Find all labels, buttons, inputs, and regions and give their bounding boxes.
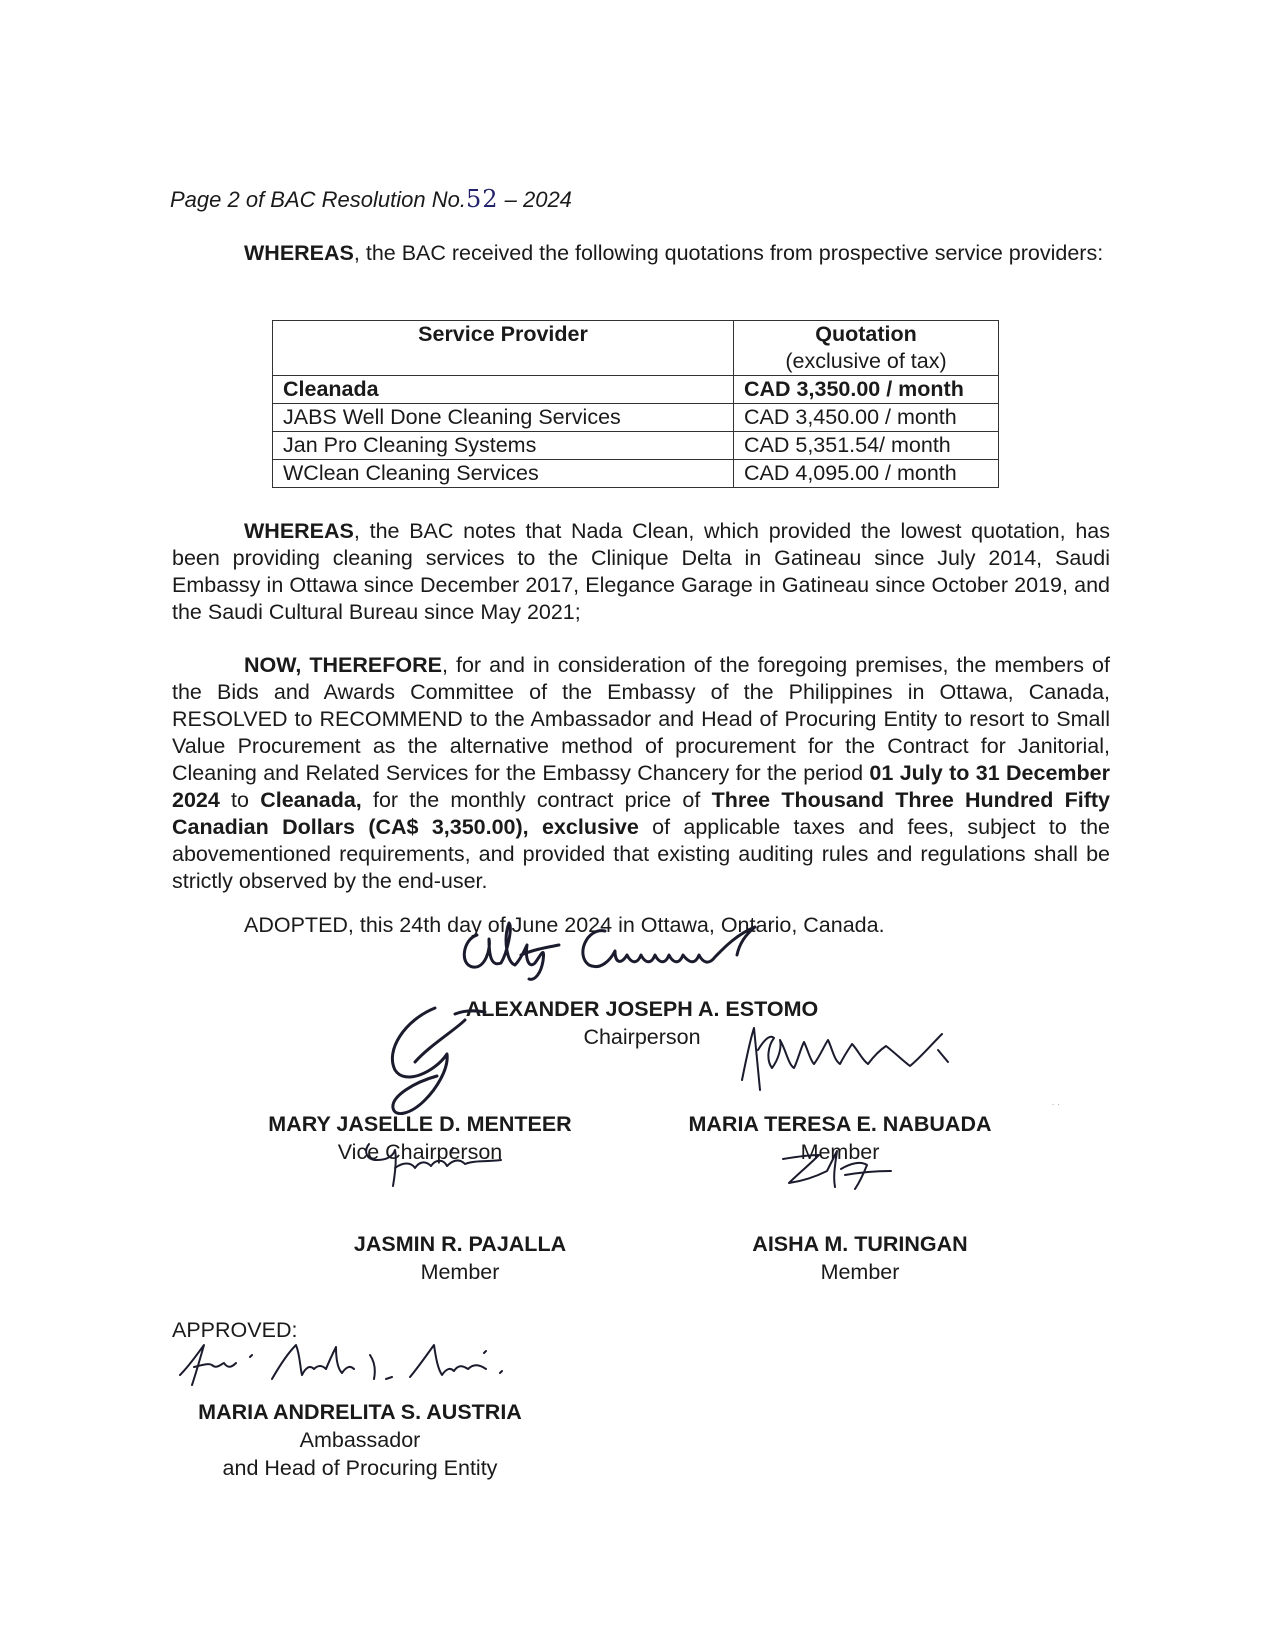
chair-signature [455, 915, 795, 985]
member2-signatory [290, 1230, 630, 1286]
table-row [273, 376, 999, 404]
quotation-cell: CAD 3,450.00 / month [734, 404, 999, 432]
para1-text: , the BAC received the following quotations from prospective service providers: [353, 241, 1104, 265]
table-header-row [273, 321, 999, 376]
whereas-quotations-paragraph [172, 240, 1110, 267]
para3-lead: NOW, THEREFORE [244, 653, 442, 677]
col-service-provider: Service Provider [273, 321, 734, 376]
vice-title: Vice Chairperson [337, 1140, 503, 1164]
scan-speck: . . [1051, 1097, 1060, 1108]
para2-text: , the BAC notes that Nada Clean, which provided the lowest quotation, has been providing cleaning services to the Clinique Delta in Gatineau since July 2014, Saudi Embassy in Ottawa since December 2017, Elegance Garage in Gatineau since October 2019, and the Saudi Cultural Bureau since May 2021; [172, 519, 1110, 624]
table-row [273, 404, 999, 432]
approver-name: MARIA ANDRELITA S. AUSTRIA [198, 1400, 522, 1424]
member3-title: Member [820, 1260, 900, 1284]
contract-period: 01 July to 31 December 2024 [172, 761, 1110, 812]
col-quotation [734, 321, 999, 376]
member2-name: JASMIN R. PAJALLA [353, 1232, 567, 1256]
para2-lead: WHEREAS [244, 519, 354, 543]
member2-signature [355, 1138, 515, 1198]
para1-lead: WHEREAS [244, 241, 354, 265]
contract-price: Three Thousand Three Hundred Fifty Canadian Dollars (CA$ 3,350.00), exclusive [172, 788, 1110, 839]
provider-cell: Jan Pro Cleaning Systems [273, 432, 734, 460]
page-header [170, 185, 572, 213]
para3-text-c: for the monthly contract price of [361, 788, 712, 812]
approver-signatory [170, 1398, 550, 1482]
quotation-cell: CAD 4,095.00 / month [734, 460, 999, 488]
page-label: Page 2 of BAC Resolution No. [170, 187, 466, 212]
col-quotation-sub: (exclusive of tax) [785, 349, 947, 373]
recommended-provider: Cleanada, [260, 788, 362, 812]
member2-title: Member [420, 1260, 500, 1284]
chair-name: ALEXANDER JOSEPH A. ESTOMO [465, 997, 819, 1021]
col-quotation-label: Quotation [815, 322, 917, 346]
chair-title: Chairperson [583, 1025, 701, 1049]
approver-title-2: and Head of Procuring Entity [222, 1456, 498, 1480]
table-row [273, 460, 999, 488]
member3-signature [775, 1145, 905, 1200]
member3-signatory [700, 1230, 1020, 1286]
table-row [273, 432, 999, 460]
para3-text-d: of applicable taxes and fees, subject to the abovementioned requirements, and provided that existing auditing rules and regulations shall be strictly observed by the end-user. [172, 815, 1110, 893]
para3-text-a: , for and in consideration of the foregoing premises, the members of the Bids and Awards Committee of the Embassy of the Philippines in Ottawa, Canada, RESOLVED to RECOMMEND to the Ambassador and Head of Procuring Entity to resort to Small Value Procurement as the alternative method of procurement for the Contract for Janitorial, Cleaning and Related Services for the Embassy Chancery for the period [172, 653, 1110, 785]
provider-cell: WClean Cleaning Services [273, 460, 734, 488]
approver-signature [170, 1335, 530, 1395]
resolution-paragraph [172, 652, 1110, 895]
adopted-text: ADOPTED, this 24th day of June 2024 in Ottawa, Ontario, Canada. [244, 913, 885, 937]
provider-cell: JABS Well Done Cleaning Services [273, 404, 734, 432]
quotation-cell: CAD 3,350.00 / month [734, 376, 999, 404]
provider-cell: Cleanada [273, 376, 734, 404]
approved-label: APPROVED: [172, 1318, 298, 1342]
member1-signature [728, 1020, 968, 1110]
approver-title-1: Ambassador [299, 1428, 421, 1452]
member3-name: AISHA M. TURINGAN [752, 1232, 968, 1256]
quotation-cell: CAD 5,351.54/ month [734, 432, 999, 460]
resolution-year: – 2024 [504, 187, 572, 212]
para3-text-b: to [219, 788, 261, 812]
member1-title: Member [800, 1140, 880, 1164]
vice-name: MARY JASELLE D. MENTEER [268, 1112, 572, 1136]
resolution-number: 52 [465, 185, 499, 213]
whereas-lowest-paragraph [172, 518, 1110, 626]
quotations-table [272, 320, 999, 488]
member1-name: MARIA TERESA E. NABUADA [688, 1112, 992, 1136]
